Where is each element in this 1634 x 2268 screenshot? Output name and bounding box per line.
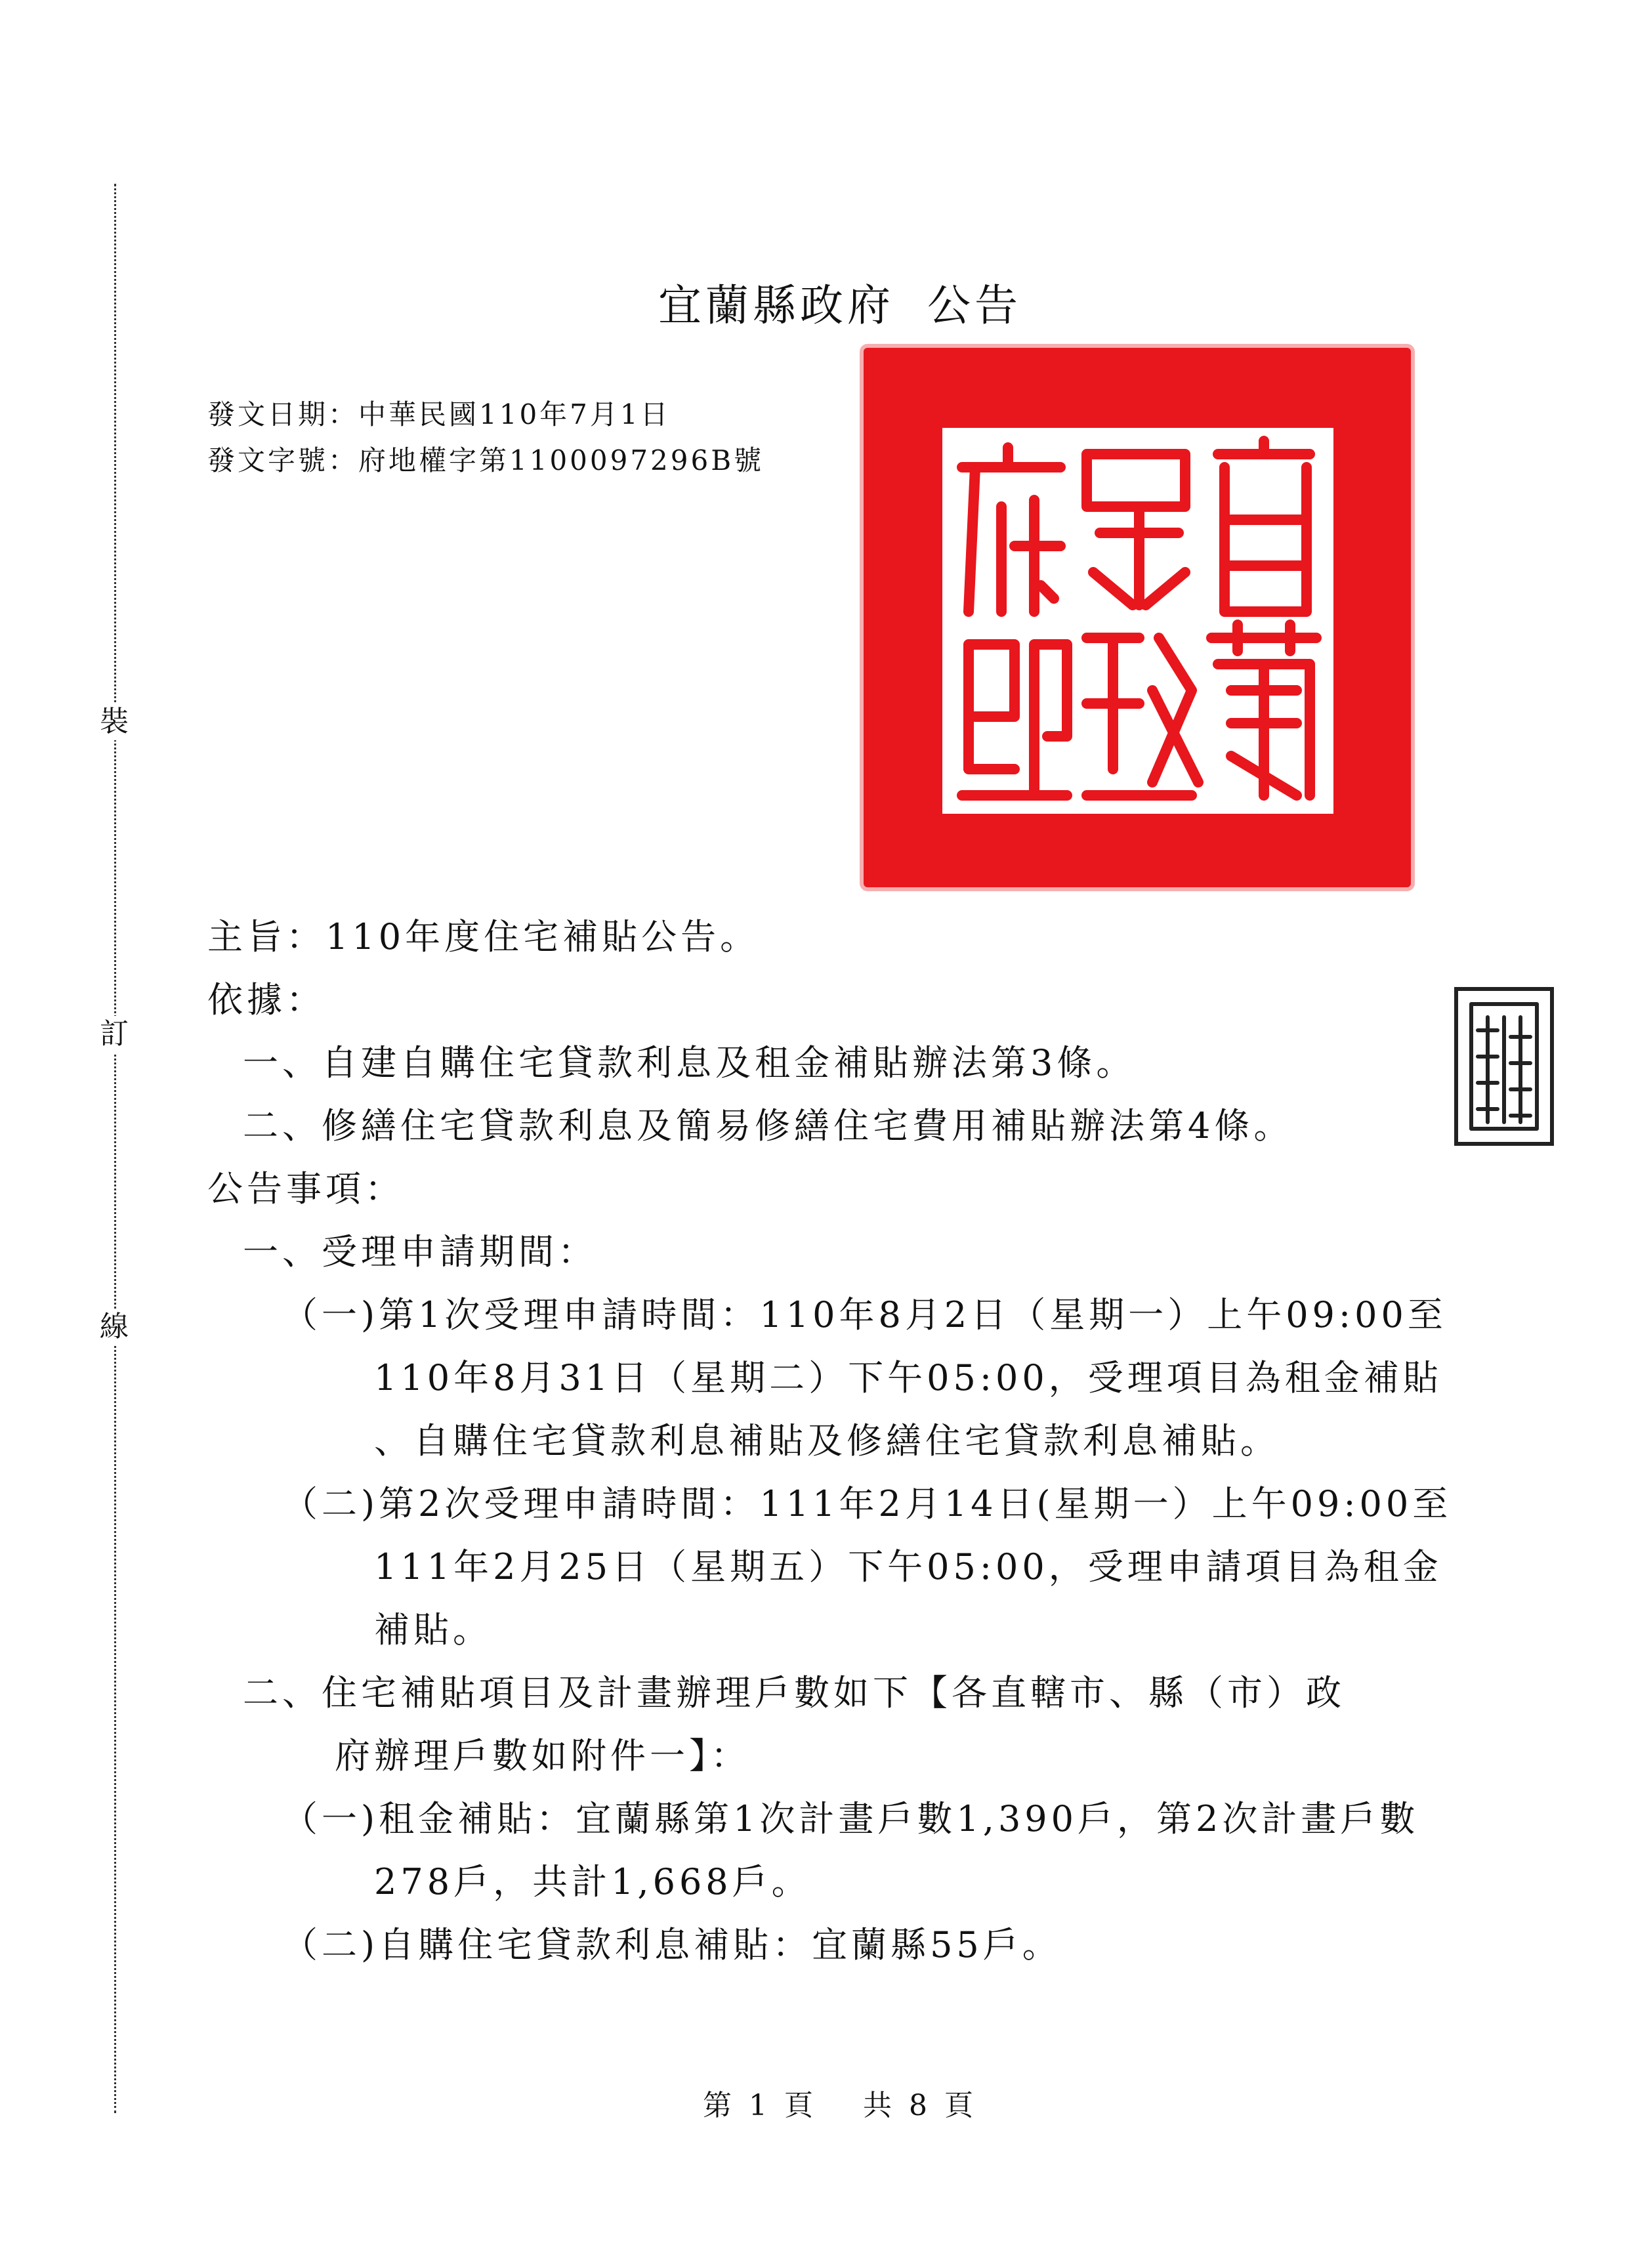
basis-item-1: 一、自建自購住宅貸款利息及租金補貼辦法第3條。 bbox=[243, 1042, 1136, 1083]
item-1-1-line-2: 110年8月31日（星期二）下午05:00，受理項目為租金補貼 bbox=[374, 1357, 1442, 1398]
item-2-1-line-2: 278戶，共計1,668戶。 bbox=[374, 1861, 811, 1902]
document-title bbox=[0, 270, 1634, 333]
subject: 主旨：110年度住宅補貼公告。 bbox=[207, 916, 760, 957]
page-number: 第 1 頁 bbox=[703, 2089, 817, 2122]
issue-date: 發文日期：中華民國110年7月1日 bbox=[207, 398, 671, 430]
item-2-2-line-1: （二)自購住宅貸款利息補貼：宜蘭縣55戶。 bbox=[282, 1924, 1062, 1965]
page-total: 共 8 頁 bbox=[863, 2089, 977, 2122]
notice-heading: 公告事項： bbox=[207, 1168, 404, 1209]
binding-dotted-line bbox=[114, 184, 116, 2113]
item-1-2-line-1: （二)第2次受理申請時間：111年2月14日(星期一）上午09:00至 bbox=[282, 1483, 1452, 1524]
issue-number: 發文字號：府地權字第1100097296B號 bbox=[207, 444, 765, 476]
registration-stamp bbox=[1454, 987, 1554, 1146]
binding-mark-ding: 訂 bbox=[96, 1016, 133, 1053]
item-1-1-line-3: 、自購住宅貸款利息補貼及修繕住宅貸款利息補貼。 bbox=[374, 1420, 1280, 1461]
binding-mark-xian: 線 bbox=[96, 1309, 133, 1345]
binding-mark-zhuang: 裝 bbox=[96, 704, 133, 740]
item-1-2-line-3: 補貼。 bbox=[374, 1609, 492, 1650]
item-2-line-1: 二、住宅補貼項目及計畫辦理戶數如下【各直轄市、縣（市）政 bbox=[243, 1672, 1345, 1713]
item-1-2-line-2: 111年2月25日（星期五）下午05:00，受理申請項目為租金 bbox=[374, 1546, 1442, 1587]
item-2-line-2: 府辦理戶數如附件一】： bbox=[335, 1735, 750, 1776]
item-2-1-line-1: （一)租金補貼：宜蘭縣第1次計畫戶數1,390戶，第2次計畫戶數 bbox=[282, 1798, 1419, 1839]
stamp-glyphs bbox=[1458, 991, 1550, 1142]
title-type: 公告 bbox=[927, 280, 1022, 331]
basis-heading: 依據： bbox=[207, 979, 325, 1020]
official-seal bbox=[864, 348, 1411, 887]
page-footer bbox=[0, 2082, 1634, 2124]
item-1-heading: 一、受理申請期間： bbox=[243, 1231, 597, 1272]
basis-item-2: 二、修繕住宅貸款利息及簡易修繕住宅費用補貼辦法第4條。 bbox=[243, 1105, 1293, 1146]
title-agency: 宜蘭縣政府 bbox=[658, 280, 894, 331]
item-1-1-line-1: （一)第1次受理申請時間：110年8月2日（星期一）上午09:00至 bbox=[282, 1294, 1447, 1335]
seal-script-glyphs bbox=[942, 428, 1333, 814]
